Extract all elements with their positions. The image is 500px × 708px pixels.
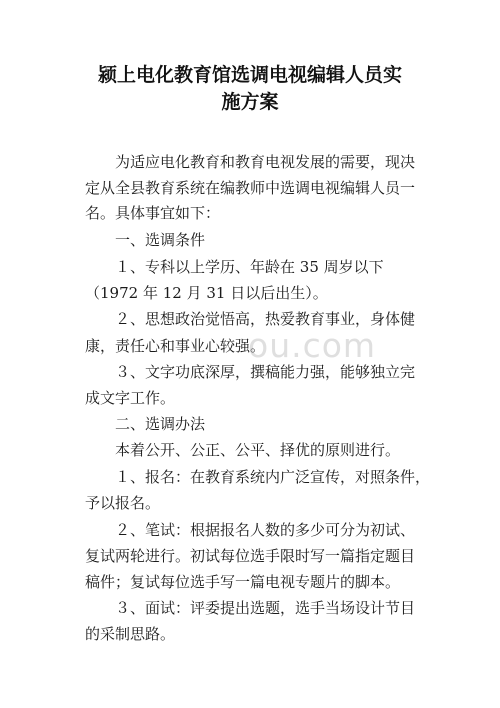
body-line: 的采制思路。 — [85, 625, 176, 643]
body-line: 稿件；复试每位选手写一篇电视专题片的脚本。 — [85, 573, 401, 591]
watermark-text: ou.com — [248, 326, 377, 365]
body-line: 本着公开、公正、公平、择优的原则进行。 — [115, 441, 401, 459]
body-line: 成文字工作。 — [85, 389, 176, 407]
body-line: ２、思想政治觉悟高，热爱教育事业，身体健 — [115, 310, 416, 328]
body-line: ３、文字功底深厚，撰稿能力强，能够独立完 — [115, 363, 416, 381]
body-line: ３、面试：评委提出选题，选手当场设计节目 — [115, 599, 416, 617]
body-line: 康，责任心和事业心较强。 — [85, 337, 266, 355]
body-line: （1972 年 12 月 31 日以后出生）。 — [85, 284, 328, 302]
body-line: 定从全县教育系统在编教师中选调电视编辑人员一 — [85, 179, 416, 197]
body-line: 复试两轮进行。初试每位选手限时写一篇指定题目 — [85, 547, 416, 565]
section-heading: 一、选调条件 — [115, 231, 206, 249]
document-title-line-1: 颍上电化教育馆选调电视编辑人员实 — [97, 64, 402, 86]
body-line: ２、笔试：根据报名人数的多少可分为初试、 — [115, 521, 416, 539]
body-line: 名。具体事宜如下： — [85, 204, 221, 222]
body-line: 为适应电化教育和教育电视发展的需要，现决 — [115, 153, 416, 171]
body-line: 予以报名。 — [85, 494, 161, 512]
document-title-line-2: 施方案 — [221, 91, 279, 113]
body-line: １、报名：在教育系统内广泛宣传，对照条件， — [115, 468, 431, 486]
section-heading: 二、选调办法 — [115, 415, 206, 433]
body-line: １、专科以上学历、年龄在 35 周岁以下 — [115, 258, 384, 276]
